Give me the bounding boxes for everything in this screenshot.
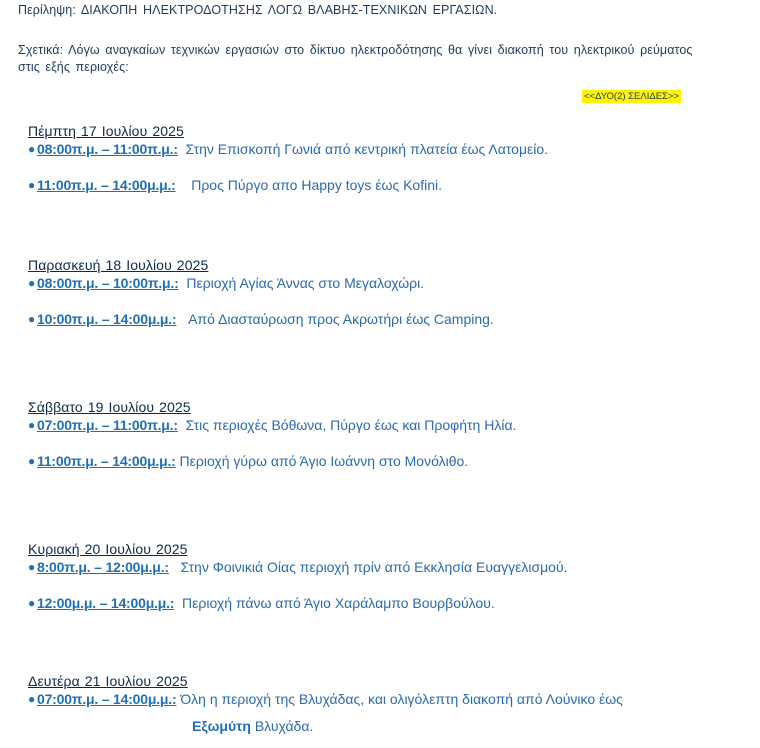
outage-time: 10:00π.μ. – 14:00μ.μ.: [37,311,177,327]
bullet-icon: ● [28,692,36,706]
outage-area: Περιοχή Αγίας Άννας στο Μεγαλοχώρι. [186,275,425,291]
bullet-icon: ● [28,312,36,326]
day-title: Πέμπτη 17 Ιουλίου 2025 [28,123,184,139]
pages-note-highlight: <<ΔΥΟ(2) ΣΕΛΙΔΕΣ>> [584,91,680,102]
outage-time: 08:00π.μ. – 11:00π.μ.: [37,141,178,157]
bullet-icon: ● [28,178,36,192]
about-label: Σχετικά: [18,43,64,57]
summary-text: ΔΙΑΚΟΠΗ ΗΛΕΚΤΡΟΔΟΤΗΣΗΣ ΛΟΓΩ ΒΛΑΒΗΣ-ΤΕΧΝΙΚΩΝ ΕΡΓΑΣΙΩΝ. [80,3,498,17]
day-title: Δευτέρα 21 Ιουλίου 2025 [28,673,188,689]
day-section [28,122,748,194]
outage-entry [28,176,748,194]
about-text: Λόγω αναγκαίων τεχνικών εργασιών στο δίκτυο ηλεκτροδότησης θα γίνει διακοπή του ηλεκτρικού ρεύματος στις εξής περιοχές: [18,43,693,74]
day-section [28,256,748,328]
outage-time: 8:00π.μ. – 12:00μ.μ.: [37,559,169,575]
about-paragraph [18,42,698,76]
outage-area: Όλη η περιοχή της Βλυχάδας, και ολιγόλεπτη διακοπή από Λούνικο έως [180,691,623,707]
outage-entry [28,310,748,328]
day-title: Κυριακή 20 Ιουλίου 2025 [28,541,188,557]
summary-label: Περίληψη: [18,3,76,17]
day-title: Σάββατο 19 Ιουλίου 2025 [28,399,191,415]
outage-area-bold: Εξωμύτη [192,718,251,734]
outage-time: 11:00π.μ. – 14:00μ.μ.: [37,453,176,469]
outage-area-continuation [28,717,748,735]
day-section [28,672,748,735]
summary-line [18,3,497,17]
outage-entry [28,690,748,735]
outage-area: Από Διασταύρωση προς Ακρωτήρι έως Camping. [188,311,494,327]
outage-entry [28,416,748,434]
outage-entry [28,452,748,470]
outage-area: Στις περιοχές Βόθωνα, Πύργο έως και Προφήτη Ηλία. [185,417,517,433]
outage-time: 11:00π.μ. – 14:00μ.μ.: [37,177,176,193]
outage-entry [28,594,748,612]
outage-area: Περιοχή γύρω από Άγιο Ιωάννη στο Μονόλιθο. [179,453,469,469]
bullet-icon: ● [28,418,36,432]
day-section [28,540,748,612]
outage-area: Στην Επισκοπή Γωνιά από κεντρική πλατεία έως Λατομείο. [185,141,549,157]
bullet-icon: ● [28,596,36,610]
outage-time: 07:00π.μ. – 14:00μ.μ.: [37,691,177,707]
bullet-icon: ● [28,454,36,468]
outage-area-tail: Βλυχάδα. [254,718,314,734]
day-section [28,398,748,470]
outage-area: Στην Φοινικιά Οίας περιοχή πρίν από Εκκλησία Ευαγγελισμού. [180,559,568,575]
outage-area: Προς Πύργο απο Happy toys έως Kofini. [191,177,442,193]
bullet-icon: ● [28,276,36,290]
outage-time: 12:00μ.μ. – 14:00μ.μ.: [37,595,175,611]
outage-area: Περιοχή πάνω από Άγιο Χαράλαμπο Βουρβούλου. [182,595,495,611]
outage-time: 08:00π.μ. – 10:00π.μ.: [37,275,179,291]
outage-entry [28,140,748,158]
bullet-icon: ● [28,560,36,574]
outage-entry [28,558,748,576]
bullet-icon: ● [28,142,36,156]
outage-time: 07:00π.μ. – 11:00π.μ.: [37,417,178,433]
outage-entry [28,274,748,292]
day-title: Παρασκευή 18 Ιουλίου 2025 [28,257,209,273]
